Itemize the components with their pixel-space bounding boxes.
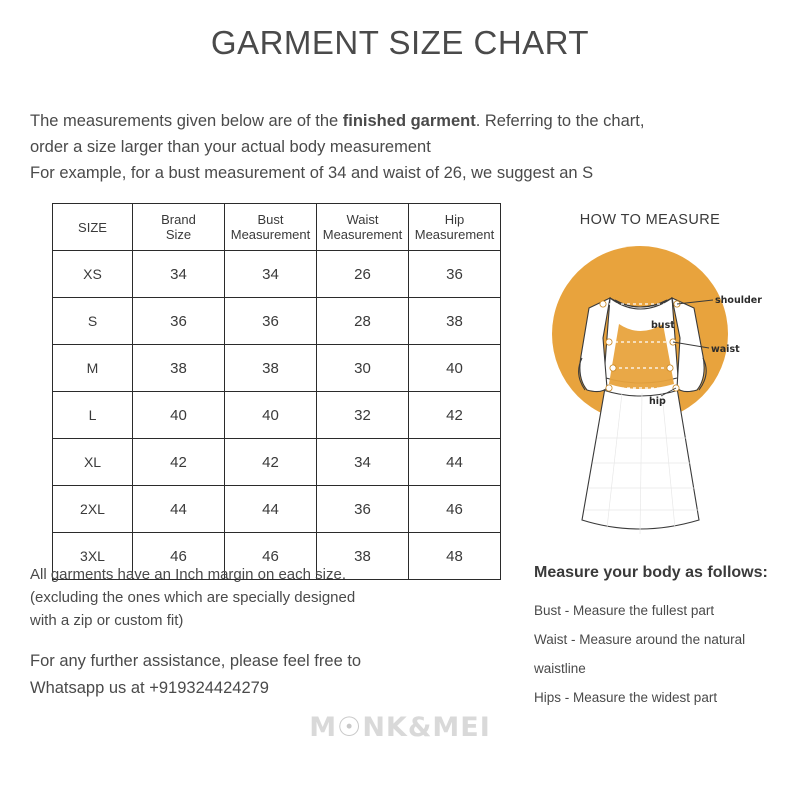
table-header-brand-size: Brand Size [133,204,225,251]
cell-bust: 36 [225,298,317,345]
page-title: GARMENT SIZE CHART [210,24,590,61]
size-table [52,203,501,580]
table-header-row [53,204,501,251]
assistance-line-2: Whatsapp us at +919324424279 [30,679,269,697]
intro-line-1-bold: finished garment [342,112,476,130]
cell-size: S [53,298,133,345]
watermark-prefix: M [309,712,338,743]
cell-hip: 38 [409,298,501,345]
cell-hip: 46 [409,486,501,533]
intro-line-2: order a size larger than your actual body measurement [30,138,431,156]
cell-brand-size: 42 [133,439,225,486]
intro-paragraph [30,108,770,186]
cell-waist: 30 [317,345,409,392]
cell-waist: 36 [317,486,409,533]
cell-brand-size: 46 [133,533,225,580]
measure-item-hips: Hips - Measure the widest part [534,690,718,705]
cell-hip: 36 [409,251,501,298]
assistance-note [30,648,500,702]
how-to-measure-heading: HOW TO MEASURE [579,212,721,228]
table-row [53,345,501,392]
cell-size: 3XL [53,533,133,580]
label-waist: waist [711,344,740,355]
how-to-measure-illustration [527,238,777,548]
assistance-line-1: For any further assistance, please feel free to [30,652,362,670]
margin-note [30,563,500,632]
intro-line-3: For example, for a bust measurement of 34 and waist of 26, we suggest an S [30,164,594,182]
cell-waist: 26 [317,251,409,298]
cell-waist: 32 [317,392,409,439]
table-row [53,486,501,533]
cell-bust: 38 [225,345,317,392]
size-table-wrapper [52,203,500,580]
measure-item-bust: Bust - Measure the fullest part [534,603,715,618]
cell-brand-size: 44 [133,486,225,533]
intro-line-1-pre: The measurements given below are of the [30,112,343,130]
cell-brand-size: 34 [133,251,225,298]
intro-line-1 [30,108,770,134]
cell-hip: 44 [409,439,501,486]
cell-bust: 34 [225,251,317,298]
measure-instructions-title: Measure your body as follows: [534,564,768,581]
intro-line-1-post: . Referring to the chart, [475,112,645,130]
table-header-size: SIZE [53,204,133,251]
table-header-waist: Waist Measurement [317,204,409,251]
cell-hip: 42 [409,392,501,439]
cell-waist: 28 [317,298,409,345]
cell-size: XS [53,251,133,298]
label-bust: bust [651,320,675,331]
table-header-bust: Bust Measurement [225,204,317,251]
table-row [53,439,501,486]
cell-size: XL [53,439,133,486]
cell-size: L [53,392,133,439]
measure-item-waist: Waist - Measure around the natural waistline [534,632,746,676]
table-row [53,251,501,298]
label-shoulder: shoulder [715,295,762,306]
cell-bust: 40 [225,392,317,439]
margin-note-line-2: (excluding the ones which are specially designed [30,589,356,606]
cell-bust: 42 [225,439,317,486]
measurement-highlight [609,324,674,389]
cell-waist: 34 [317,439,409,486]
cell-waist: 38 [317,533,409,580]
measure-instructions-list [534,596,794,712]
table-row [53,392,501,439]
cell-bust: 44 [225,486,317,533]
cell-bust: 46 [225,533,317,580]
label-hip: hip [649,396,666,407]
margin-note-line-3: with a zip or custom fit) [30,612,184,629]
margin-note-line-1: All garments have an Inch margin on each size. [30,566,347,583]
cell-brand-size: 40 [133,392,225,439]
cell-size: 2XL [53,486,133,533]
cell-brand-size: 36 [133,298,225,345]
watermark-suffix: NK&MEI [362,712,491,743]
table-header-hip: Hip Measurement [409,204,501,251]
brand-watermark [0,712,800,743]
cell-hip: 48 [409,533,501,580]
sun-circle-icon: ☉ [337,712,363,743]
cell-size: M [53,345,133,392]
cell-hip: 40 [409,345,501,392]
table-row [53,298,501,345]
cell-brand-size: 38 [133,345,225,392]
